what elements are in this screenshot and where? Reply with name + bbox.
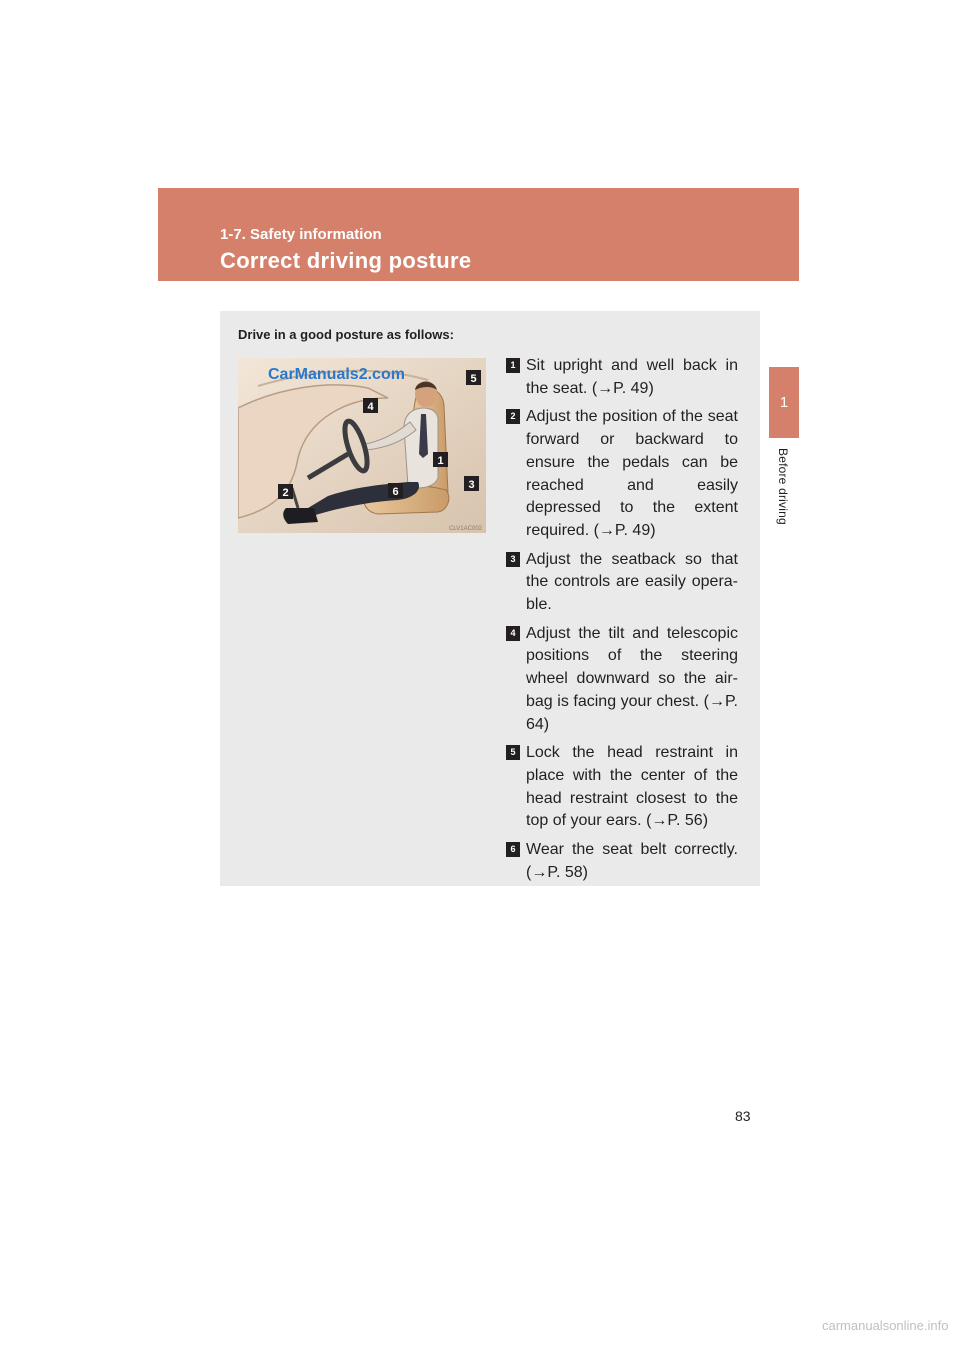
posture-steps (506, 355, 738, 890)
step-item (506, 839, 738, 884)
step-marker: 3 (506, 552, 520, 567)
step-text: Sit upright and well back in the seat. (→P. 49) (526, 357, 738, 397)
intro-text: Drive in a good posture as follows: (238, 327, 454, 342)
step-text: Wear the seat belt correctly. (→P. 58) (526, 841, 738, 881)
svg-text:2: 2 (282, 487, 289, 499)
step-text: Adjust the tilt and telescopic positions of the steering wheel downward so the air-bag is facing your chest. (→P. 64) (526, 624, 738, 733)
chapter-number: 1 (779, 394, 789, 411)
section-label: 1-7. Safety information (220, 226, 382, 243)
step-item (506, 406, 738, 542)
step-item (506, 742, 738, 833)
callout-2 (278, 484, 293, 499)
page-number: 83 (735, 1108, 751, 1124)
svg-text:3: 3 (468, 479, 475, 491)
step-item (506, 549, 738, 617)
watermark-text: CarManuals2.com (268, 366, 405, 383)
svg-text:1: 1 (437, 455, 444, 467)
step-marker: 2 (506, 409, 520, 424)
step-marker: 4 (506, 626, 520, 641)
callout-6 (388, 483, 403, 498)
step-item (506, 355, 738, 400)
illustration-code: CLV1AC002 (449, 526, 482, 532)
chapter-tab[interactable] (769, 367, 799, 438)
callout-4 (363, 398, 378, 413)
step-marker: 1 (506, 358, 520, 373)
svg-text:6: 6 (392, 486, 399, 498)
footer-watermark: carmanualsonline.info (822, 1318, 949, 1333)
step-item (506, 623, 738, 737)
callout-3 (464, 476, 479, 491)
step-marker: 6 (506, 842, 520, 857)
callout-1 (433, 452, 448, 467)
step-text: Lock the head restraint in place with the center of the head restraint closest to the top of your ears. (→P. 56) (526, 744, 738, 830)
posture-panel (220, 311, 760, 886)
driver-shoes (283, 508, 318, 524)
step-text: Adjust the position of the seat forward or backward to ensure the pedals can be reached and easily depressed to the extent required. (→P. 49) (526, 408, 738, 539)
chapter-label: Before driving (776, 448, 790, 525)
page-title: Correct driving posture (220, 248, 472, 273)
svg-text:4: 4 (367, 401, 374, 413)
callout-5 (466, 370, 481, 385)
section-header (158, 188, 799, 281)
driving-posture-illustration (238, 358, 486, 533)
step-marker: 5 (506, 745, 520, 760)
step-text: Adjust the seatback so that the controls are easily opera-ble. (526, 550, 738, 614)
svg-text:5: 5 (470, 373, 477, 385)
